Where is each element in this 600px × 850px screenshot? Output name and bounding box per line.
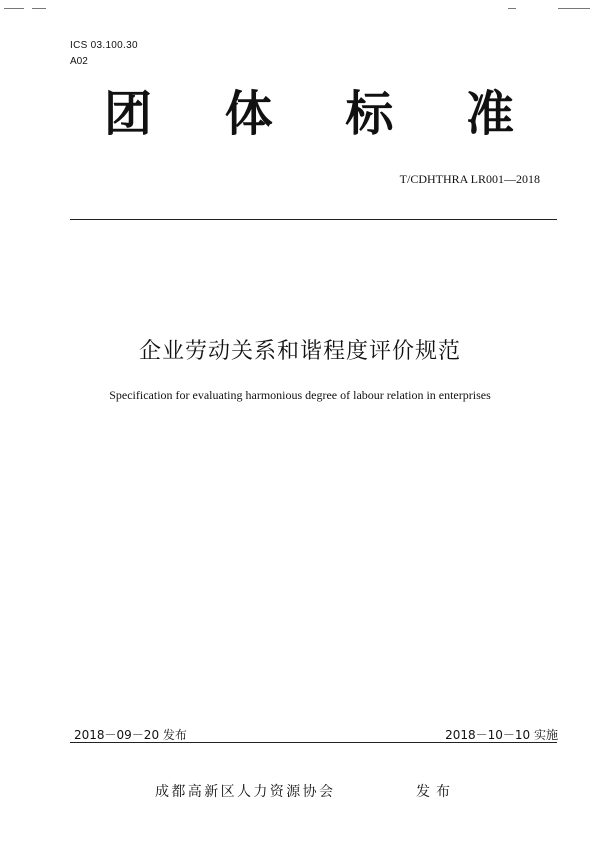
standard-type-char: 团 xyxy=(104,86,153,142)
issue-date: 2018－09－20 发布 xyxy=(74,728,187,742)
publish-label: 发布 xyxy=(416,784,456,800)
scan-artifact-mark xyxy=(32,8,46,9)
standard-number: T/CDHTHRA LR001—2018 xyxy=(399,172,540,186)
ccs-code: A02 xyxy=(70,56,88,67)
publisher-name: 成都高新区人力资源协会 xyxy=(155,784,336,800)
standard-type-char: 准 xyxy=(465,86,514,142)
top-divider xyxy=(70,219,557,220)
document-title-chinese: 企业劳动关系和谐程度评价规范 xyxy=(138,339,461,364)
implementation-date: 2018－10－10 实施 xyxy=(445,728,558,742)
bottom-divider xyxy=(70,742,557,743)
standard-type-char: 体 xyxy=(224,86,273,142)
standard-type-char: 标 xyxy=(345,86,394,142)
ics-code: ICS 03.100.30 xyxy=(70,40,138,51)
standard-type-heading xyxy=(104,86,514,142)
scan-artifact-mark xyxy=(508,8,516,9)
document-title-english: Specification for evaluating harmonious degree of labour relation in enterprises xyxy=(109,388,491,402)
scan-artifact-mark xyxy=(558,8,590,9)
scan-artifact-mark xyxy=(4,8,24,9)
